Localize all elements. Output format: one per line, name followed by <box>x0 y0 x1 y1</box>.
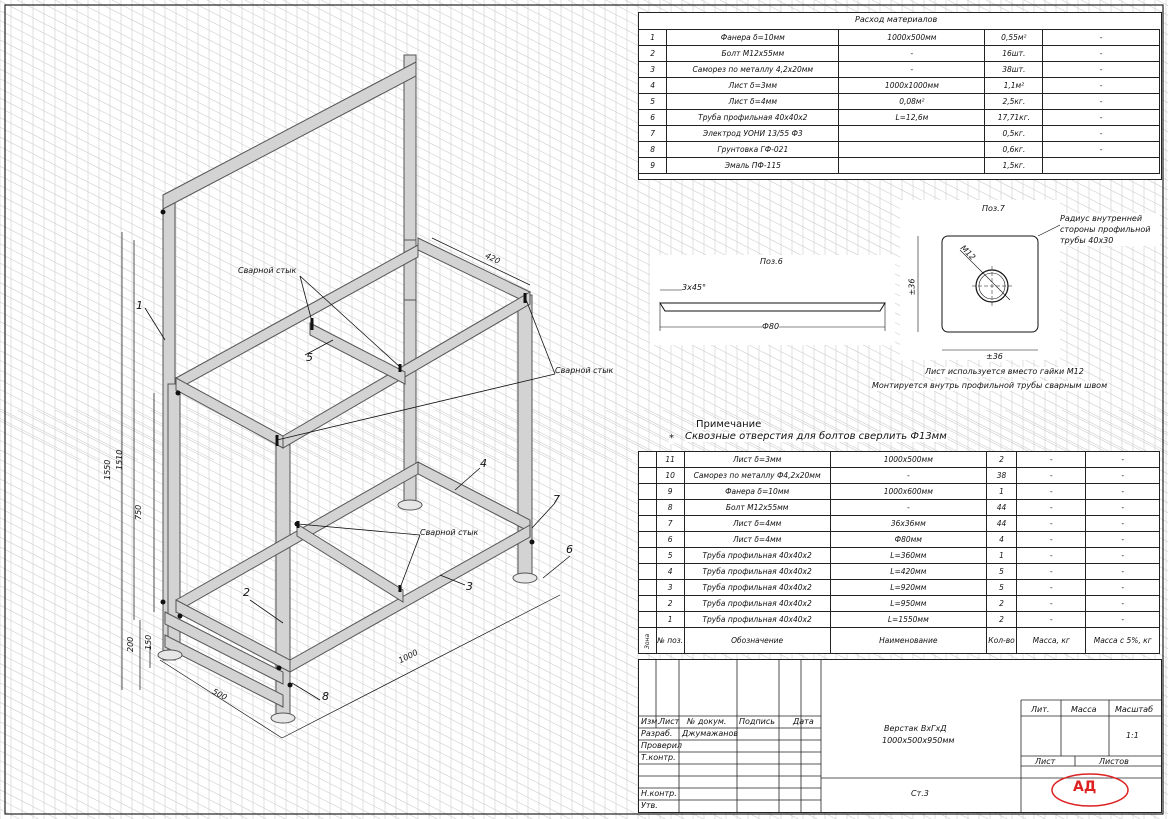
materials-row <box>639 158 1160 174</box>
spec-mass5: - <box>1086 596 1160 612</box>
pos6-dia: Ф80 <box>762 322 780 331</box>
tb-logo: АД <box>1073 779 1097 795</box>
spec-qty: 44 <box>987 500 1017 516</box>
pos7-note1: Лист используется вместо гайки М12 <box>925 367 1084 376</box>
spec-size: Ф80мм <box>830 532 986 548</box>
spec-pos: 6 <box>656 532 684 548</box>
spec-name: Лист δ=4мм <box>684 516 830 532</box>
spec-row <box>639 612 1160 628</box>
materials-row <box>639 78 1160 94</box>
dim-420: 420 <box>483 251 502 266</box>
mat-qty: 0,6кг. <box>985 142 1043 158</box>
spec-name: Лист δ=4мм <box>684 532 830 548</box>
spec-qty: 2 <box>987 612 1017 628</box>
spec-qty: 1 <box>987 484 1017 500</box>
mat-qty: 16шт. <box>985 46 1043 62</box>
materials-row <box>639 94 1160 110</box>
spec-pos: 4 <box>656 564 684 580</box>
mat-num: 3 <box>639 62 667 78</box>
mat-num: 2 <box>639 46 667 62</box>
tb-product-size: 1000х500х950мм <box>882 736 955 745</box>
dim-750: 750 <box>134 504 143 520</box>
mat-num: 5 <box>639 94 667 110</box>
mat-size: 1000х500мм <box>839 30 985 46</box>
pos-label-6: 6 <box>566 543 573 556</box>
spec-mass5: - <box>1086 612 1160 628</box>
spec-name: Лист δ=3мм <box>684 452 830 468</box>
spec-h-mass: Масса, кг <box>1017 628 1086 654</box>
spec-row <box>639 452 1160 468</box>
pos7-drawing <box>900 200 1060 360</box>
mat-qty: 17,71кг. <box>985 110 1043 126</box>
spec-size: 1000х500мм <box>830 452 986 468</box>
mat-size: L=12,6м <box>839 110 985 126</box>
spec-pos: 7 <box>656 516 684 532</box>
mat-size: 0,08м² <box>839 94 985 110</box>
spec-name: Труба профильная 40х40х2 <box>684 596 830 612</box>
spec-row <box>639 516 1160 532</box>
title-block <box>638 659 1162 813</box>
spec-mass: - <box>1017 484 1086 500</box>
mat-size: - <box>839 46 985 62</box>
weld-label-3: Сварной стык <box>420 528 479 537</box>
pos7-note2: Монтируется внутрь профильной трубы сварным швом <box>872 381 1108 390</box>
dim-1000: 1000 <box>397 647 420 666</box>
mat-num: 1 <box>639 30 667 46</box>
spec-mass5: - <box>1086 564 1160 580</box>
spec-name: Фанера δ=10мм <box>684 484 830 500</box>
spec-mass5: - <box>1086 532 1160 548</box>
mat-extra: - <box>1043 142 1160 158</box>
mat-extra: - <box>1043 62 1160 78</box>
spec-header <box>639 628 1160 654</box>
spec-qty: 5 <box>987 564 1017 580</box>
mat-name: Лист δ=3мм <box>667 78 839 94</box>
mat-qty: 1,1м² <box>985 78 1043 94</box>
spec-mass: - <box>1017 564 1086 580</box>
spec-row <box>639 468 1160 484</box>
mat-extra: - <box>1043 78 1160 94</box>
spec-mass5: - <box>1086 484 1160 500</box>
mat-num: 7 <box>639 126 667 142</box>
spec-pos: 11 <box>656 452 684 468</box>
spec-mass5: - <box>1086 468 1160 484</box>
spec-mass: - <box>1017 596 1086 612</box>
mat-name: Фанера δ=10мм <box>667 30 839 46</box>
pos-label-2: 2 <box>243 586 250 599</box>
spec-row <box>639 484 1160 500</box>
materials-row <box>639 110 1160 126</box>
spec-mass: - <box>1017 500 1086 516</box>
materials-row <box>639 126 1160 142</box>
spec-h-name: Наименование <box>830 628 986 654</box>
mat-size <box>839 142 985 158</box>
spec-size: L=360мм <box>830 548 986 564</box>
mat-num: 9 <box>639 158 667 174</box>
pos6-chamfer: 3х45° <box>682 283 707 292</box>
tb-lit: Лит. <box>1031 705 1050 714</box>
spec-qty: 4 <box>987 532 1017 548</box>
mat-name: Грунтовка ГФ-021 <box>667 142 839 158</box>
pos-label-1: 1 <box>136 299 143 312</box>
spec-size: - <box>830 468 986 484</box>
spec-mass5: - <box>1086 452 1160 468</box>
tb-scale: 1:1 <box>1126 731 1139 740</box>
tb-sheets: Листов <box>1099 757 1129 766</box>
spec-mass: - <box>1017 516 1086 532</box>
tb-sign: Подпись <box>739 717 775 726</box>
spec-size: L=1550мм <box>830 612 986 628</box>
spec-pos: 8 <box>656 500 684 516</box>
workbench-frame <box>158 55 537 723</box>
spec-row <box>639 548 1160 564</box>
mat-extra: - <box>1043 126 1160 142</box>
materials-row <box>639 30 1160 46</box>
mat-qty: 38шт. <box>985 62 1043 78</box>
spec-pos: 9 <box>656 484 684 500</box>
materials-row <box>639 142 1160 158</box>
materials-title: Расход материалов <box>855 15 938 24</box>
spec-pos: 5 <box>656 548 684 564</box>
tb-razrab: Разраб. <box>641 729 673 738</box>
tb-massa: Масса <box>1071 705 1097 714</box>
pos7-dim-w: ±36 <box>986 352 1003 361</box>
mat-qty: 2,5кг. <box>985 94 1043 110</box>
spec-pos: 10 <box>656 468 684 484</box>
pos7-dim-h: ±36 <box>907 278 917 296</box>
spec-row <box>639 532 1160 548</box>
tb-masshtab: Масштаб <box>1115 705 1154 714</box>
tb-list: Лист <box>659 717 680 726</box>
spec-size: - <box>830 500 986 516</box>
spec-mass: - <box>1017 612 1086 628</box>
spec-row <box>639 596 1160 612</box>
spec-qty: 38 <box>987 468 1017 484</box>
mat-qty: 0,55м² <box>985 30 1043 46</box>
pos6-title: Поз.6 <box>760 257 783 266</box>
mat-extra: - <box>1043 30 1160 46</box>
mat-num: 4 <box>639 78 667 94</box>
spec-size: L=950мм <box>830 596 986 612</box>
spec-qty: 2 <box>987 452 1017 468</box>
spec-size: 1000х600мм <box>830 484 986 500</box>
pos-label-5: 5 <box>306 351 313 364</box>
materials-rows <box>638 29 1160 174</box>
spec-mass: - <box>1017 532 1086 548</box>
dimension-lines <box>122 232 560 738</box>
mat-size: 1000х1000мм <box>839 78 985 94</box>
tb-nkontr: Н.контр. <box>641 789 677 798</box>
spec-qty: 44 <box>987 516 1017 532</box>
spec-mass5: - <box>1086 548 1160 564</box>
mat-name: Эмаль ПФ-115 <box>667 158 839 174</box>
spec-name: Труба профильная 40х40х2 <box>684 564 830 580</box>
spec-qty: 1 <box>987 548 1017 564</box>
notes-title: Примечание <box>696 419 762 430</box>
spec-name: Болт М12х55мм <box>684 500 830 516</box>
weld-label-1: Сварной стык <box>238 266 297 275</box>
mat-extra: - <box>1043 94 1160 110</box>
spec-mass: - <box>1017 452 1086 468</box>
mat-size <box>839 158 985 174</box>
pos7-bolt: М12 <box>958 243 978 262</box>
spec-size: L=420мм <box>830 564 986 580</box>
pos-label-7: 7 <box>553 493 560 506</box>
tb-izm: Изм. <box>641 717 660 726</box>
spec-h-qty: Кол-во <box>987 628 1017 654</box>
dim-200: 200 <box>126 636 135 652</box>
spec-mass5: - <box>1086 580 1160 596</box>
mat-name: Электрод УОНИ 13/55 Ф3 <box>667 126 839 142</box>
dim-1550: 1550 <box>103 459 112 480</box>
mat-extra <box>1043 158 1160 174</box>
pos7-radius-note: Радиус внутренней стороны профильной трубы 40х30 <box>1060 213 1160 246</box>
spec-h-mass5: Масса с 5%, кг <box>1086 628 1160 654</box>
mat-qty: 0,5кг. <box>985 126 1043 142</box>
spec-row <box>639 564 1160 580</box>
pos-label-3: 3 <box>466 580 473 593</box>
mat-name: Болт М12х55мм <box>667 46 839 62</box>
spec-h-zone: Зона <box>639 628 657 654</box>
mat-size: - <box>839 62 985 78</box>
spec-qty: 5 <box>987 580 1017 596</box>
mat-size <box>839 126 985 142</box>
spec-h-pos: № поз. <box>656 628 684 654</box>
spec-mass5: - <box>1086 500 1160 516</box>
spec-row <box>639 580 1160 596</box>
mat-name: Труба профильная 40х40х2 <box>667 110 839 126</box>
tb-doc: № докум. <box>687 717 727 726</box>
mat-extra: - <box>1043 46 1160 62</box>
mat-num: 8 <box>639 142 667 158</box>
spec-name: Труба профильная 40х40х2 <box>684 580 830 596</box>
spec-mass: - <box>1017 468 1086 484</box>
spec-name: Труба профильная 40х40х2 <box>684 548 830 564</box>
spec-mass: - <box>1017 548 1086 564</box>
materials-row <box>639 46 1160 62</box>
spec-qty: 2 <box>987 596 1017 612</box>
spec-pos: 3 <box>656 580 684 596</box>
mat-name: Лист δ=4мм <box>667 94 839 110</box>
pos7-title: Поз.7 <box>982 204 1005 213</box>
tb-proveril: Проверил <box>641 741 683 750</box>
materials-row <box>639 62 1160 78</box>
pos-label-8: 8 <box>322 690 329 703</box>
mat-qty: 1,5кг. <box>985 158 1043 174</box>
spec-row <box>639 500 1160 516</box>
mat-extra: - <box>1043 110 1160 126</box>
tb-date: Дата <box>793 717 814 726</box>
tb-product: Верстак ВхГхД <box>884 724 947 733</box>
dim-150: 150 <box>144 634 153 650</box>
spec-mass5: - <box>1086 516 1160 532</box>
spec-size: L=920мм <box>830 580 986 596</box>
spec-pos: 1 <box>656 612 684 628</box>
dim-1510: 1510 <box>115 449 124 470</box>
tb-material: Ст.3 <box>911 789 929 798</box>
spec-name: Труба профильная 40х40х2 <box>684 612 830 628</box>
spec-name: Саморез по металлу Ф4,2х20мм <box>684 468 830 484</box>
notes-text: Сквозные отверстия для болтов сверлить Ф13мм <box>685 431 947 442</box>
notes-star: * <box>669 433 674 444</box>
tb-sheet: Лист <box>1035 757 1056 766</box>
mat-num: 6 <box>639 110 667 126</box>
mat-name: Саморез по металлу 4,2х20мм <box>667 62 839 78</box>
tb-author: Джумажанов <box>682 729 739 738</box>
weld-label-2: Сварной стык <box>555 366 614 375</box>
spec-pos: 2 <box>656 596 684 612</box>
spec-table <box>638 451 1160 654</box>
spec-h-designation: Обозначение <box>684 628 830 654</box>
spec-mass: - <box>1017 580 1086 596</box>
spec-size: 36х36мм <box>830 516 986 532</box>
tb-tkontr: Т.контр. <box>641 753 676 762</box>
dim-500: 500 <box>210 686 229 703</box>
tb-utv: Утв. <box>641 801 658 810</box>
pos-label-4: 4 <box>480 457 487 470</box>
